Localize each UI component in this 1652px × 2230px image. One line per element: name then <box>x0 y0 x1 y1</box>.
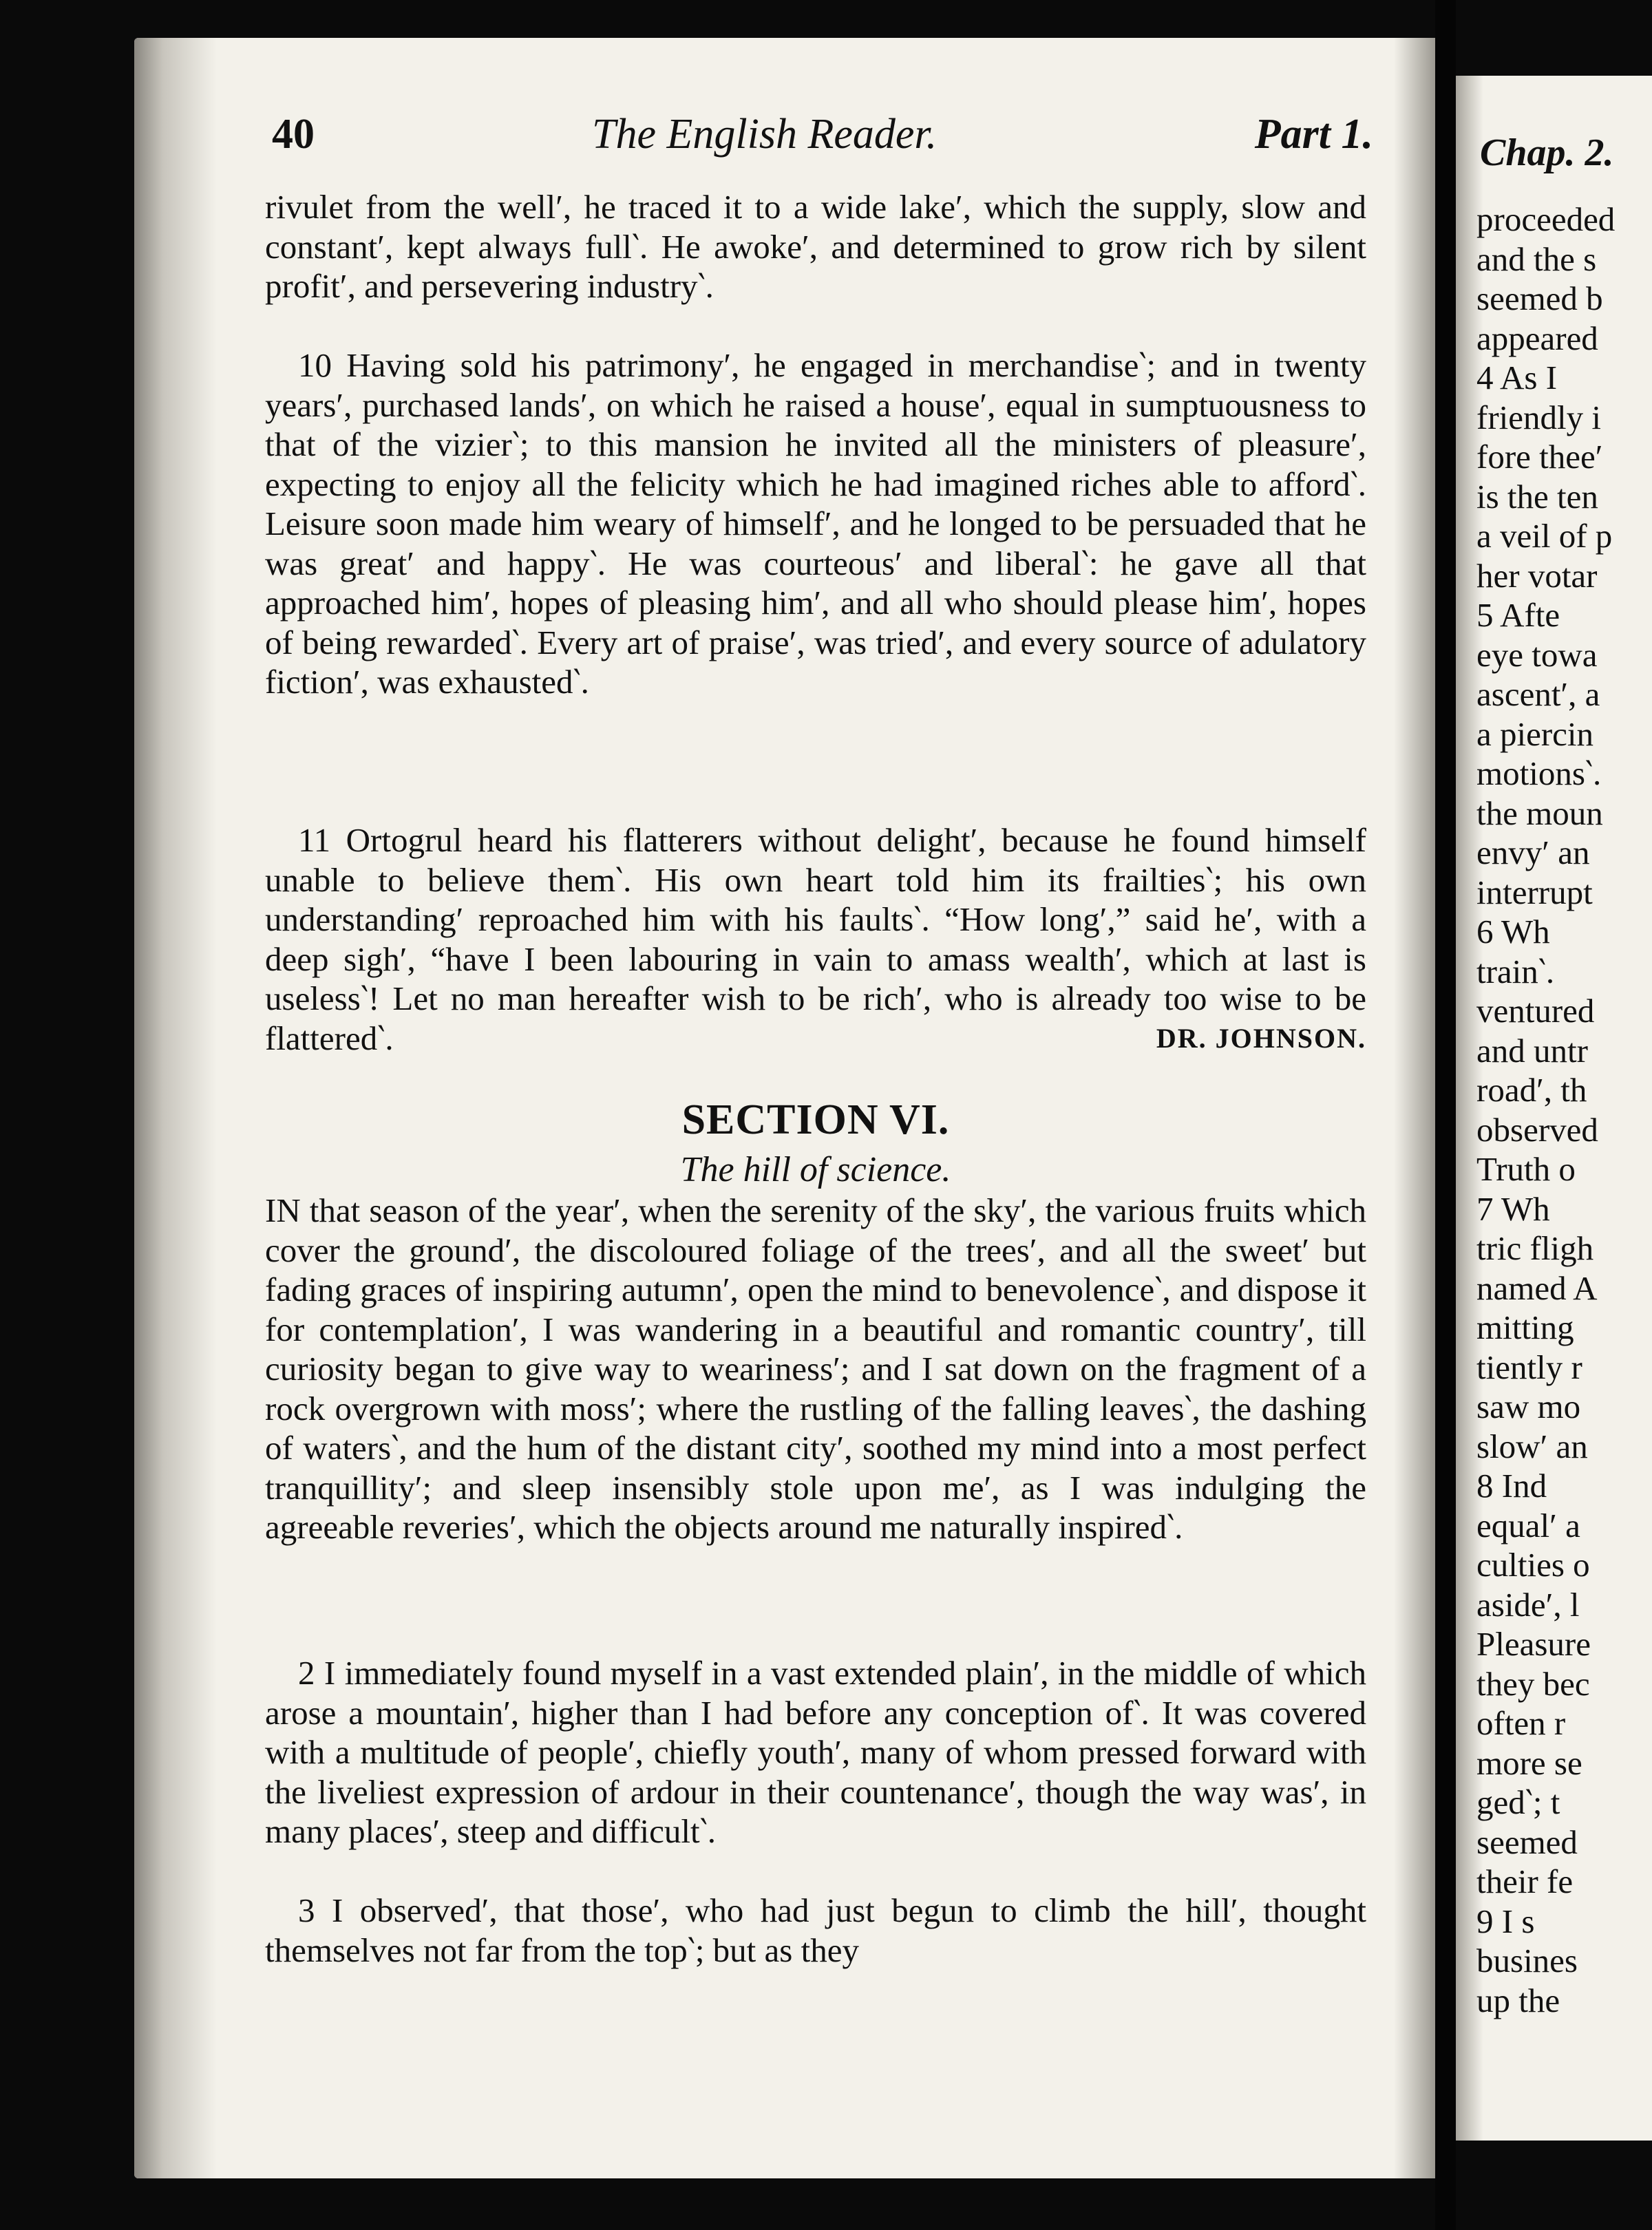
paragraph-2: 2 I immediately found myself in a vast extended plain′, in the middle of which arose a mountain′, higher than I had before any conception of‵. It was covered with a multitude of people′, chiefly youth′, many of whom pressed forward with the liveliest expression of ardour in their countenance′, though the way was′, in many places′, steep and difficult‵. <box>265 1654 1366 1850</box>
right-page-line: 9 I s <box>1476 1902 1535 1940</box>
right-page-line: motions‵. <box>1476 754 1602 792</box>
right-page-line: tric fligh <box>1476 1229 1594 1267</box>
right-page-line: 5 Afte <box>1476 596 1560 634</box>
paragraph-11-text: 11 Ortogrul heard his flatterers without delight′, because he found himself unable to believe them‵. His own heart told him its frailties‵; his own understanding′ reproached him with his faults‵. “How long′,” said he′, with a deep sigh′, “have I been labouring in vain to amass wealth′, which at last is useless‵! Let no man hereafter wish to be rich′, who is already too wise to be flattered‵. <box>265 821 1366 1057</box>
right-page-line: named A <box>1476 1268 1598 1307</box>
right-page-line: seemed <box>1476 1823 1578 1861</box>
right-page-line: 4 As I <box>1476 359 1558 396</box>
right-page-line: 8 Ind <box>1476 1467 1547 1505</box>
paragraph-10: 10 Having sold his patrimony′, he engaged in merchandise‵; and in twenty years′, purchased lands′, on which he raised a house′, equal in sumptuousness to that of the vizier‵; to this mansion he invited all the ministers of pleasure′, expecting to enjoy all the felicity which he had imagined riches able to afford‵. Leisure soon made him weary of himself′, and he longed to be persuaded that he was great′ and happy‵. He was courteous′ and liberal‵: he gave all that approached him′, hopes of pleasing him′, and all who should please him′, hopes of being rewarded‵. Every art of praise′, was tried′, and every source of adulatory fiction′, was exhausted‵. <box>265 346 1366 701</box>
right-page-line: tiently r <box>1476 1348 1582 1386</box>
right-page-line: the moun <box>1476 794 1603 832</box>
right-page-line: fore thee′ <box>1476 438 1603 476</box>
right-page-line: aside′, l <box>1476 1585 1580 1624</box>
right-page-line: friendly i <box>1476 398 1601 436</box>
right-page-line: up the <box>1476 1981 1560 2019</box>
right-page-line: and untr <box>1476 1031 1588 1070</box>
right-page-line: saw mo <box>1476 1388 1581 1425</box>
paragraph-3: 3 I observed′, that those′, who had just begun to climb the hill′, thought themselves not far from the top‵; but as they <box>265 1891 1366 1969</box>
right-page-line: eye towa <box>1476 635 1598 674</box>
right-page-line: Pleasure <box>1476 1625 1591 1663</box>
right-page-line: train‵. <box>1476 952 1555 990</box>
right-running-header: Chap. 2. <box>1480 131 1614 174</box>
right-page-line: they bec <box>1476 1664 1590 1703</box>
right-page-line: road′, th <box>1476 1071 1587 1109</box>
right-page-line: her votar <box>1476 556 1598 595</box>
right-page-line: ventured <box>1476 992 1595 1030</box>
right-page-text <box>1476 200 1652 2020</box>
right-page-line: appeared <box>1476 319 1598 357</box>
right-page-line: and the s <box>1476 240 1597 278</box>
right-page-line: a piercin <box>1476 714 1594 753</box>
right-page-line: busines <box>1476 1942 1578 1979</box>
section-title: SECTION VI. <box>681 1096 950 1143</box>
right-page-line: proceeded <box>1476 200 1616 238</box>
right-page-line: seemed b <box>1476 279 1603 317</box>
right-page-line: observed <box>1476 1110 1598 1149</box>
right-page-line: is the ten <box>1476 477 1598 516</box>
section-subtitle: The hill of science. <box>680 1150 951 1189</box>
right-page-line: Truth o <box>1476 1150 1576 1188</box>
running-title: The English Reader. <box>592 111 938 158</box>
right-page-line: their fe <box>1476 1862 1574 1900</box>
part-label: Part 1. <box>1254 111 1373 158</box>
paragraph-1: IN that season of the year′, when the serenity of the sky′, the various fruits which cover the ground′, the discoloured foliage of the trees′, and all the sweet′ but fading graces of inspiring autumn′, open the mind to benevolence‵, and dispose it for contemplation′, I was wandering in a beautiful and romantic country′, till curiosity began to give way to weariness′; and I sat down on the fragment of a rock overgrown with moss′; where the rustling of the falling leaves‵, the dashing of waters‵, and the hum of the distant city′, soothed my mind into a most perfect tranquillity′; and sleep insensibly stole upon me′, as I was indulging the agreeable reveries′, which the objects around me naturally inspired‵. <box>265 1191 1366 1546</box>
paragraph-9-end: rivulet from the well′, he traced it to a wide lake′, which the supply, slow and constant′, kept always full‵. He awoke′, and determined to grow rich by silent profit′, and persevering industry‵. <box>265 188 1366 305</box>
right-page-line: interrupt <box>1476 873 1593 911</box>
right-page-line: often r <box>1476 1704 1566 1742</box>
right-page-line: 6 Wh <box>1476 913 1550 951</box>
right-page-line: more se <box>1476 1743 1582 1782</box>
right-page-line: mitting <box>1476 1308 1574 1346</box>
right-page-line: 7 Wh <box>1476 1189 1550 1228</box>
running-header <box>272 110 1373 165</box>
author-signature: DR. JOHNSON. <box>1156 1022 1366 1054</box>
right-page-line: equal′ a <box>1476 1506 1580 1544</box>
right-page-line: envy′ an <box>1476 833 1590 871</box>
book-gutter <box>1435 0 1456 2230</box>
right-page-line: ged‵; t <box>1476 1783 1560 1821</box>
right-page-line: a veil of p <box>1476 517 1613 555</box>
right-page-line: culties o <box>1476 1546 1590 1584</box>
page-edge-shadow-right <box>1394 38 1435 2178</box>
right-page-line: ascent′, a <box>1476 675 1600 713</box>
right-page-line: slow′ an <box>1476 1427 1588 1465</box>
paragraph-11 <box>265 820 1366 1058</box>
page-edge-shadow <box>134 38 217 2178</box>
page-number: 40 <box>272 111 315 158</box>
